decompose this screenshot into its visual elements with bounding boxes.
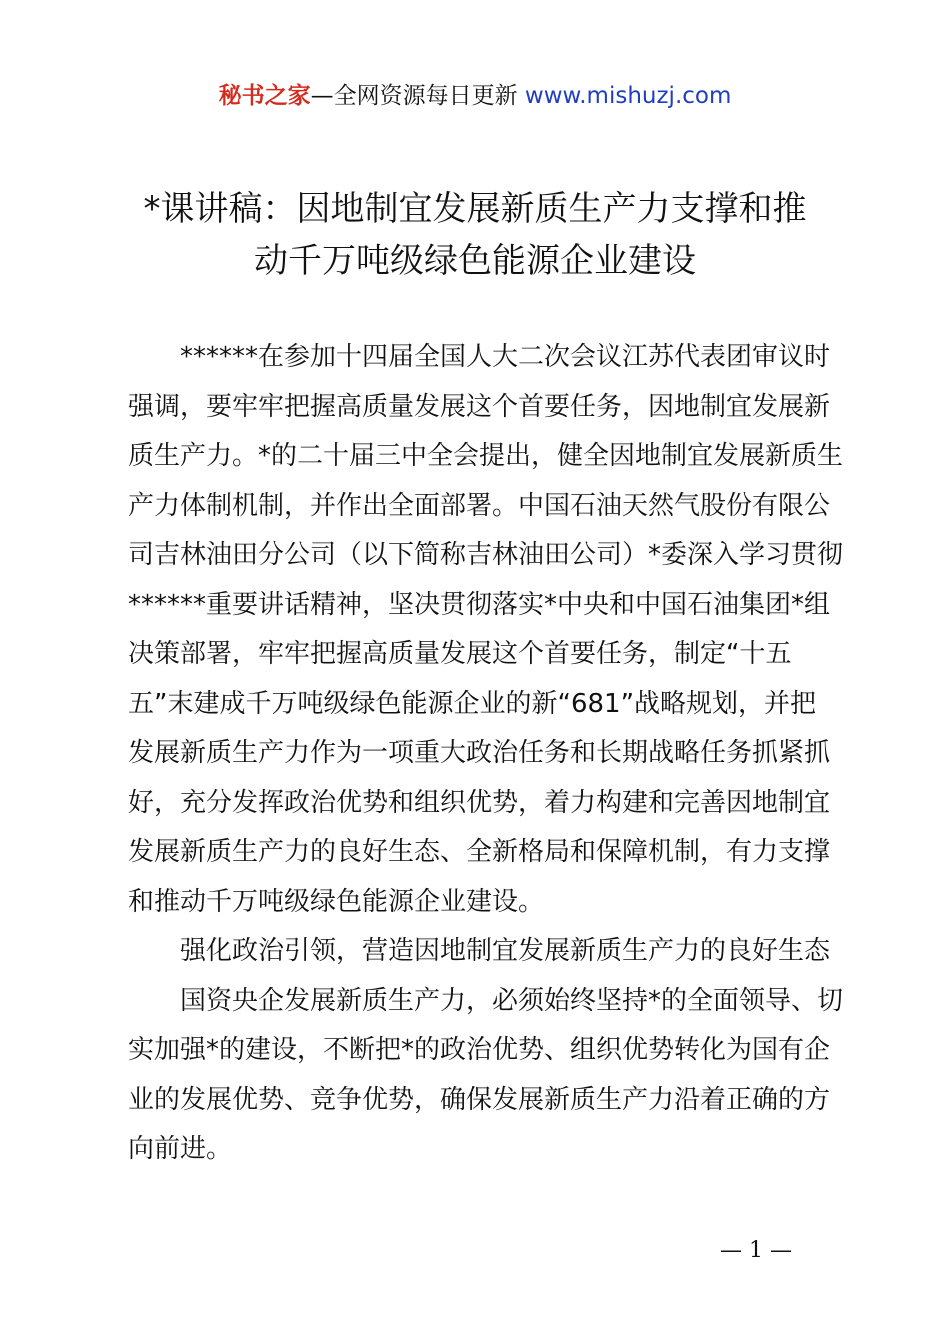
paragraph-1-line: 强调，要牢牢把握高质量发展这个首要任务，因地制宜发展新 <box>128 391 831 422</box>
section-heading: 强化政治引领，营造因地制宜发展新质生产力的良好生态 <box>180 936 831 966</box>
site-tagline: —全网资源每日更新 <box>310 83 525 109</box>
paragraph-1-line: 好，充分发挥政治优势和组织优势，着力构建和完善因地制宜 <box>128 787 831 818</box>
paragraph-1-line: 发展新质生产力的良好生态、全新格局和保障机制，有力支撑 <box>128 837 831 867</box>
paragraph-2-line: 国资央企发展新质生产力，必须始终坚持*的全面领导、切 <box>180 985 844 1016</box>
paragraph-1-line: 发展新质生产力作为一项重大政治任务和长期战略任务抓紧抓 <box>128 738 831 768</box>
paragraph-1-line: 司吉林油田分公司（以下简称吉林油田公司）*委深入学习贯彻 <box>128 540 844 570</box>
site-header <box>0 80 950 112</box>
paragraph-2-line: 向前进。 <box>128 1134 233 1164</box>
paragraph-1-line: ******重要讲话精神，坚决贯彻落实*中央和中国石油集团*组 <box>128 589 831 620</box>
document-body <box>128 333 844 1175</box>
paragraph-2-line: 业的发展优势、竞争优势，确保发展新质生产力沿着正确的方 <box>128 1084 831 1115</box>
paragraph-1-line: 五”末建成千万吨级绿色能源企业的新“681”战略规划，并把 <box>128 688 817 719</box>
paragraph-2-line: 实加强*的建设，不断把*的政治优势、组织优势转化为国有企 <box>128 1035 831 1065</box>
document-title <box>60 183 890 287</box>
site-brand: 秘书之家 <box>218 83 311 109</box>
title-line-2: 动千万吨级绿色能源企业建设 <box>254 241 696 281</box>
site-url-link[interactable]: www.mishuzj.com <box>524 83 732 109</box>
paragraph-1-line: 产力体制机制，并作出全面部署。中国石油天然气股份有限公 <box>128 490 831 521</box>
paragraph-1-line: 和推动千万吨级绿色能源企业建设。 <box>128 886 545 917</box>
paragraph-1-line: ******在参加十四届全国人大二次会议江苏代表团审议时 <box>180 342 831 372</box>
title-line-1: *课讲稿：因地制宜发展新质生产力支撑和推 <box>143 189 807 229</box>
paragraph-1-line: 质生产力。*的二十届三中全会提出，健全因地制宜发展新质生 <box>128 441 844 471</box>
paragraph-1-line: 决策部署，牢牢把握高质量发展这个首要任务，制定“十五 <box>128 639 792 669</box>
page-number: — 1 — <box>720 1238 792 1263</box>
